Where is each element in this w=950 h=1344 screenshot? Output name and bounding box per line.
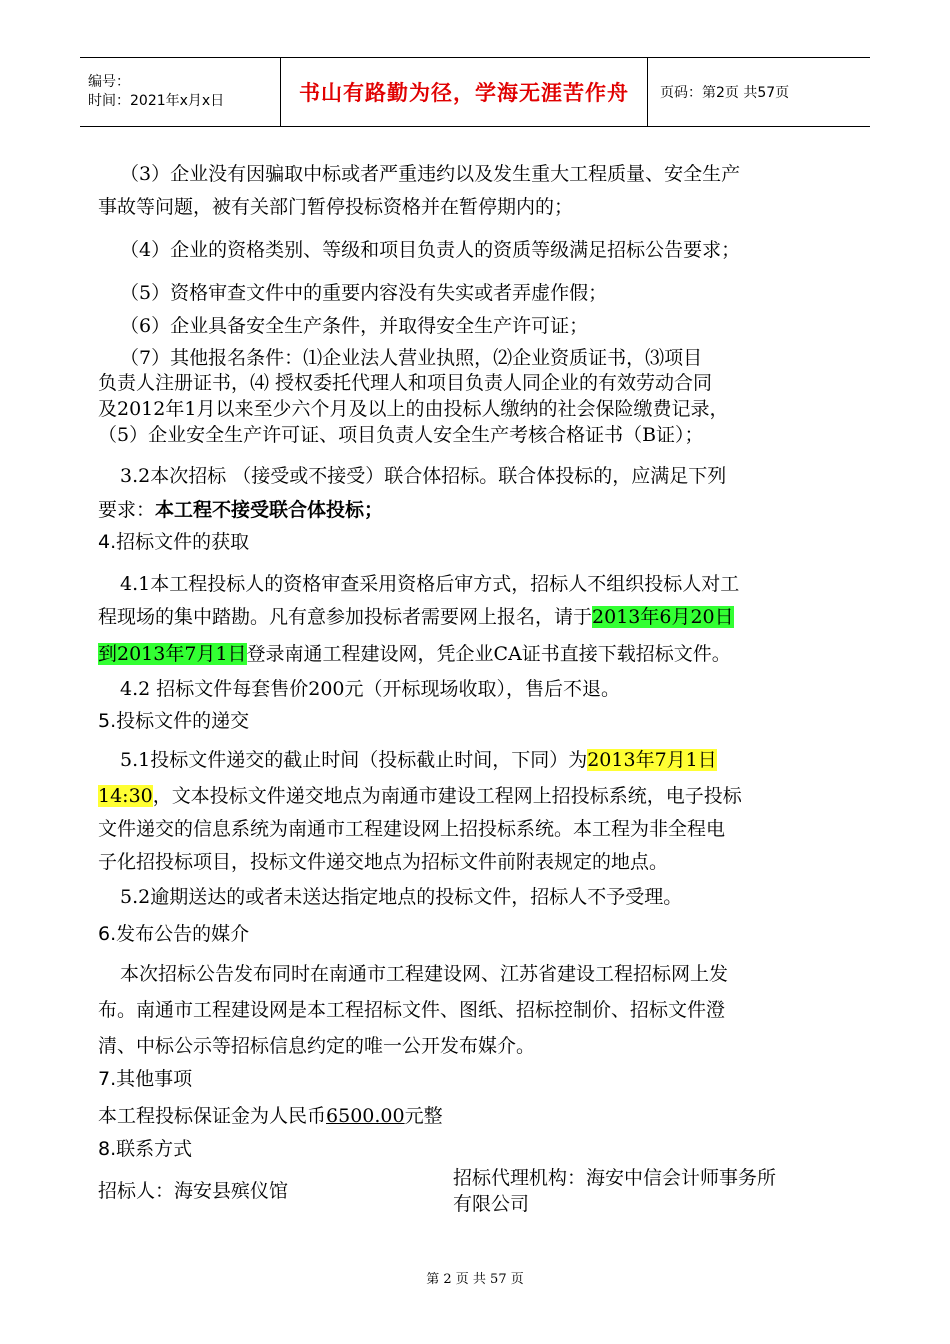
heading-5: 5.投标文件的递交 bbox=[98, 710, 250, 732]
heading-4: 4.招标文件的获取 bbox=[98, 531, 250, 553]
para-5: （5）资格审查文件中的重要内容没有失实或者弄虚作假； bbox=[120, 282, 608, 304]
section-3-2-line-2 bbox=[98, 496, 383, 524]
section-5-1-line-2-text: ，文本投标文件递交地点为南通市建设工程网上招投标系统，电子投标 bbox=[152, 785, 742, 807]
deposit-amount: 6500.00 bbox=[326, 1105, 405, 1127]
para-7-line-4: （5）企业安全生产许可证、项目负责人安全生产考核合格证书（B证）； bbox=[98, 424, 704, 446]
section-6-line-3: 清、中标公示等招标信息约定的唯一公开发布媒介。 bbox=[98, 1035, 536, 1057]
section-4-1-line-1: 4.1本工程投标人的资格审查采用资格后审方式，招标人不组织投标人对工 bbox=[120, 573, 740, 595]
heading-8: 8.联系方式 bbox=[98, 1138, 193, 1160]
page-footer: 第 2 页 共 57 页 bbox=[426, 1272, 524, 1287]
start-date-highlight: 2013年6月20日 bbox=[592, 606, 734, 628]
document-number-label: 编号： bbox=[88, 74, 130, 90]
para-6: （6）企业具备安全生产条件，并取得安全生产许可证； bbox=[120, 315, 589, 337]
section-5-1-line-1-text: 5.1投标文件递交的截止时间（投标截止时间，下同）为 bbox=[120, 749, 588, 771]
section-5-2: 5.2逾期送达的或者未送达指定地点的投标文件，招标人不予受理。 bbox=[120, 886, 683, 908]
agency-contact-line-1: 招标代理机构：海安中信会计师事务所 bbox=[453, 1167, 777, 1189]
para-4: （4）企业的资格类别、等级和项目负责人的资质等级满足招标公告要求； bbox=[120, 239, 741, 261]
section-6-line-1: 本次招标公告发布同时在南通市工程建设网、江苏省建设工程招标网上发 bbox=[120, 963, 729, 985]
section-4-1-line-3-text: 登录南通工程建设网，凭企业CA证书直接下载招标文件。 bbox=[246, 643, 731, 665]
section-4-1-line-2-text: 程现场的集中踏勘。凡有意参加投标者需要网上报名，请于 bbox=[98, 606, 593, 628]
header-page-info: 页码：第2页 共57页 bbox=[660, 85, 790, 101]
para-7-line-1: （7）其他报名条件：⑴企业法人营业执照，⑵企业资质证书，⑶项目 bbox=[120, 347, 703, 369]
deadline-time-highlight: 14:30 bbox=[98, 785, 153, 807]
header-motto: 书山有路勤为径，学海无涯苦作舟 bbox=[280, 58, 648, 126]
tenderer-contact: 招标人：海安县殡仪馆 bbox=[98, 1180, 289, 1202]
section-4-2: 4.2 招标文件每套售价200元（开标现场收取），售后不退。 bbox=[120, 678, 621, 700]
section-4-1-line-2 bbox=[98, 603, 734, 631]
section-6-line-2: 布。南通市工程建设网是本工程招标文件、图纸、招标控制价、招标文件澄 bbox=[98, 999, 726, 1021]
section-3-2-line-1: 3.2本次招标 （接受或不接受）联合体招标。联合体投标的，应满足下列 bbox=[120, 465, 727, 487]
para-7-line-2: 负责人注册证书，⑷ 授权委托代理人和项目负责人同企业的有效劳动合同 bbox=[98, 372, 713, 394]
section-3-2-prefix: 要求： bbox=[98, 499, 156, 521]
deadline-date-highlight: 2013年7月1日 bbox=[587, 749, 717, 771]
para-3-line-1: （3）企业没有因骗取中标或者严重违约以及发生重大工程质量、安全生产 bbox=[120, 163, 741, 185]
no-consortium-note: 本工程不接受联合体投标； bbox=[155, 499, 384, 521]
section-5-1-line-1 bbox=[120, 746, 717, 774]
deposit-line bbox=[98, 1102, 443, 1130]
header-meta bbox=[80, 58, 280, 126]
agency-contact-line-2: 有限公司 bbox=[453, 1193, 530, 1215]
end-date-highlight: 到2013年7月1日 bbox=[98, 643, 247, 665]
heading-6: 6.发布公告的媒介 bbox=[98, 923, 250, 945]
section-4-1-line-3 bbox=[98, 640, 731, 668]
deposit-prefix: 本工程投标保证金为人民币 bbox=[98, 1105, 327, 1127]
para-3-line-2: 事故等问题，被有关部门暂停投标资格并在暂停期内的； bbox=[98, 196, 574, 218]
section-5-1-line-3: 文件递交的信息系统为南通市工程建设网上招投标系统。本工程为非全程电 bbox=[98, 818, 726, 840]
heading-7: 7.其他事项 bbox=[98, 1068, 193, 1090]
document-time: 时间：2021年x月x日 bbox=[88, 93, 225, 109]
deposit-suffix: 元整 bbox=[404, 1105, 443, 1127]
section-5-1-line-2 bbox=[98, 782, 742, 810]
page-header bbox=[80, 57, 870, 127]
para-7-line-3: 及2012年1月以来至少六个月及以上的由投标人缴纳的社会保险缴费记录， bbox=[98, 398, 729, 420]
section-5-1-line-4: 子化招投标项目，投标文件递交地点为招标文件前附表规定的地点。 bbox=[98, 851, 669, 873]
